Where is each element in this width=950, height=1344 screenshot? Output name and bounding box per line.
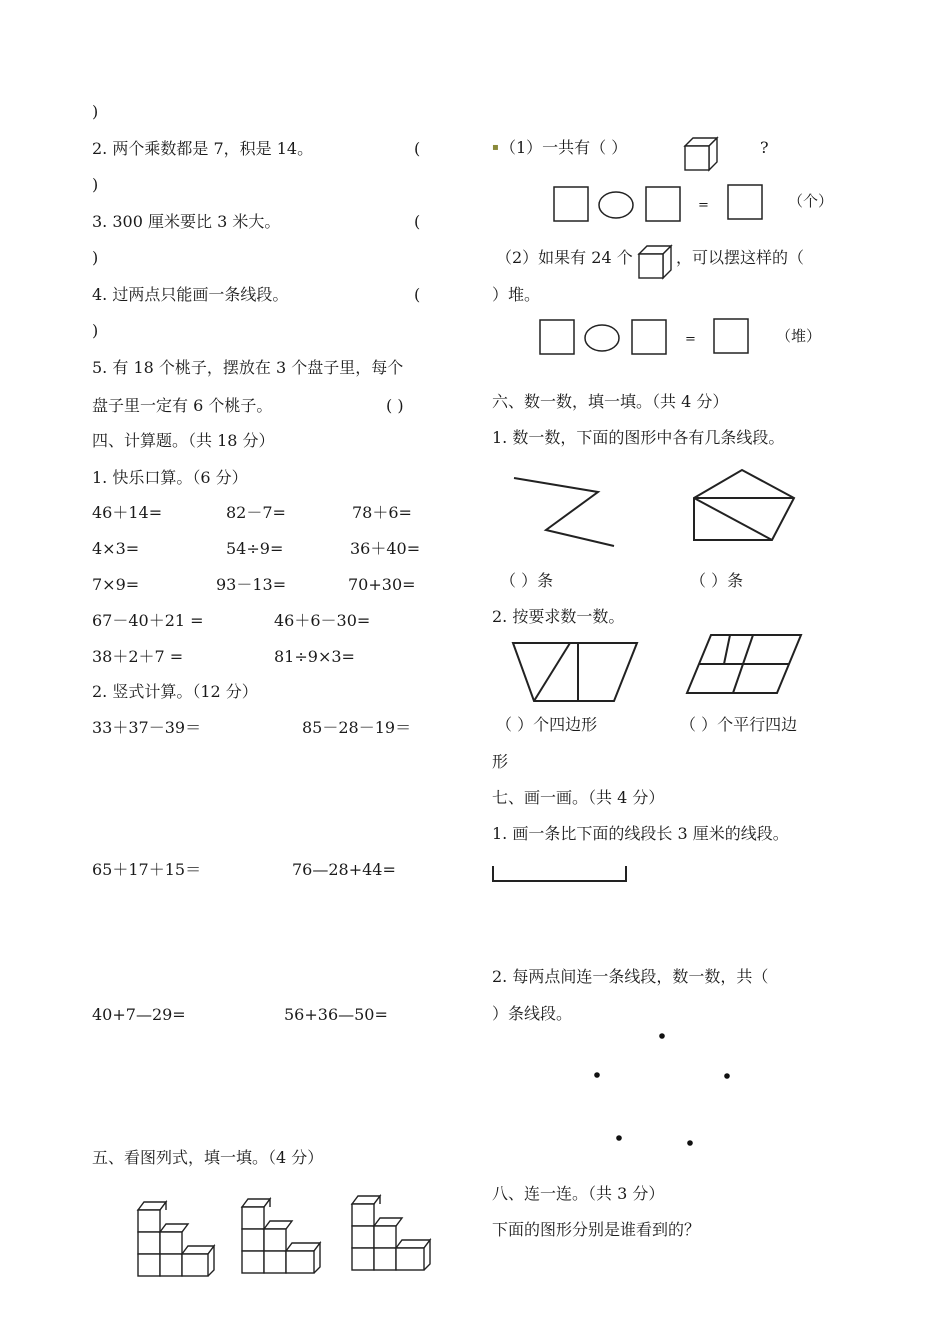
cube-icon: [637, 244, 673, 280]
answer-segments-1[interactable]: （ ）条: [500, 571, 554, 590]
answer-parallelograms-cont: 形: [492, 752, 509, 771]
oral-item: 4×3=: [92, 539, 140, 558]
q5-1-text: （1）一共有（ ）: [500, 138, 628, 157]
oral-item: 82－7=: [226, 503, 286, 522]
oral-item: 46＋6－30=: [274, 611, 371, 630]
unit-label: （堆）: [776, 327, 822, 345]
section-7-q2-cont: ）条线段。: [492, 1004, 573, 1023]
section-6-title: 六、数一数，填一填。（共 4 分）: [492, 392, 729, 411]
answer-parallelograms[interactable]: （ ）个平行四边: [680, 715, 798, 734]
oral-item: 54÷9=: [226, 539, 284, 558]
zigzag-figure: [510, 472, 620, 552]
question-mark: ?: [760, 138, 769, 157]
judge-3-paren[interactable]: (: [414, 212, 421, 231]
vertical-item: 33＋37－39＝: [92, 718, 202, 737]
cube-stack-figure: [240, 1193, 322, 1275]
cube-stack-figure: [350, 1190, 432, 1274]
judge-4: 4. 过两点只能画一条线段。: [92, 285, 289, 304]
judge-2-paren[interactable]: (: [414, 139, 421, 158]
answer-square[interactable]: [645, 186, 681, 222]
judge-3: 3. 300 厘米要比 3 米大。: [92, 212, 281, 231]
paren-close: ): [92, 321, 99, 340]
section-4-title: 四、计算题。（共 18 分）: [92, 431, 275, 450]
vertical-item: 56+36—50=: [284, 1005, 388, 1024]
answer-square[interactable]: [631, 319, 667, 355]
oral-item: 36＋40=: [350, 539, 421, 558]
oral-item: 38＋2＋7 =: [92, 647, 184, 666]
equals-sign: =: [685, 332, 696, 347]
oral-item: 93－13=: [216, 575, 287, 594]
judge-4-paren[interactable]: (: [414, 285, 421, 304]
answer-square[interactable]: [713, 318, 749, 354]
parallelogram-figure: [683, 632, 805, 696]
cube-stack-figure: [136, 1196, 216, 1278]
vertical-calc-title: 2. 竖式计算。（12 分）: [92, 682, 258, 701]
judge-5-paren[interactable]: ( ): [386, 396, 404, 415]
answer-quadrilaterals[interactable]: （ ）个四边形: [496, 715, 598, 734]
section-7-q1: 1. 画一条比下面的线段长 3 厘米的线段。: [492, 824, 789, 843]
vertical-item: 65＋17＋15＝: [92, 860, 202, 879]
answer-square[interactable]: [539, 319, 575, 355]
vertical-item: 40+7—29=: [92, 1005, 186, 1024]
oral-calc-title: 1. 快乐口算。（6 分）: [92, 468, 248, 487]
section-7-title: 七、画一画。（共 4 分）: [492, 788, 665, 807]
section-7-q2: 2. 每两点间连一条线段，数一数，共（: [492, 967, 769, 986]
judge-5-cont: 盘子里一定有 6 个桃子。: [92, 396, 273, 415]
q5-2-text-end: ）堆。: [492, 285, 541, 304]
oral-item: 46＋14=: [92, 503, 163, 522]
bullet-mark: ▪: [492, 142, 499, 153]
vertical-item: 76—28+44=: [292, 860, 396, 879]
section-6-q2: 2. 按要求数一数。: [492, 607, 625, 626]
answer-segments-2[interactable]: （ ）条: [690, 571, 744, 590]
unit-label: （个）: [788, 192, 834, 210]
trapezoid-figure: [510, 640, 640, 704]
section-5-title: 五、看图列式，填一填。（4 分）: [92, 1148, 324, 1167]
judge-2: 2. 两个乘数都是 7，积是 14。: [92, 139, 314, 158]
q5-2-text-cont: ，可以摆这样的（: [676, 248, 805, 267]
operator-circle[interactable]: [583, 323, 621, 353]
equals-sign: =: [698, 198, 709, 213]
q5-2-text: （2）如果有 24 个: [496, 248, 633, 267]
points-figure[interactable]: [590, 1030, 740, 1150]
section-8-question: 下面的图形分别是谁看到的？: [492, 1220, 701, 1239]
paren-close: ): [92, 248, 99, 267]
vertical-item: 85－28－19＝: [302, 718, 412, 737]
section-8-title: 八、连一连。（共 3 分）: [492, 1184, 665, 1203]
judge-5: 5. 有 18 个桃子，摆放在 3 个盘子里，每个: [92, 358, 404, 377]
cube-icon: [683, 136, 719, 172]
oral-item: 70+30=: [348, 575, 416, 594]
answer-square[interactable]: [727, 184, 763, 220]
oral-item: 67－40＋21 =: [92, 611, 204, 630]
section-6-q1: 1. 数一数，下面的图形中各有几条线段。: [492, 428, 785, 447]
reference-segment: [491, 864, 629, 884]
pentagon-figure: [688, 466, 798, 546]
paren-close: ): [92, 102, 99, 121]
oral-item: 81÷9×3=: [274, 647, 355, 666]
oral-item: 78＋6=: [352, 503, 412, 522]
oral-item: 7×9=: [92, 575, 140, 594]
paren-close: ): [92, 175, 99, 194]
operator-circle[interactable]: [597, 190, 635, 220]
answer-square[interactable]: [553, 186, 589, 222]
